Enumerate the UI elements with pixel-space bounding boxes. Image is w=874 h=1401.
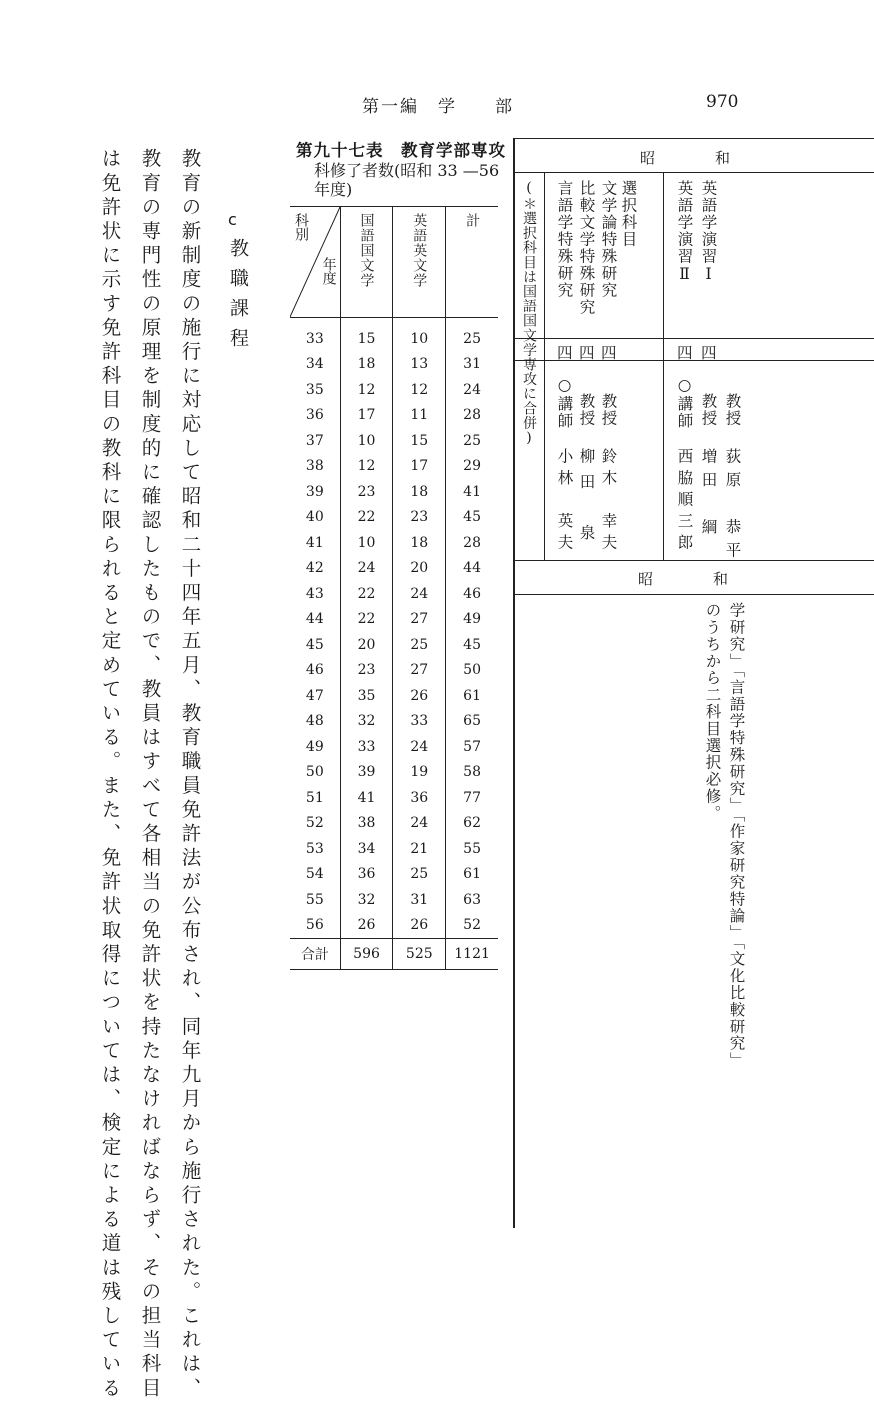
year-cell: 34: [305, 356, 324, 373]
name-7: 小林 英夫: [555, 448, 574, 556]
year-cell: 37: [305, 432, 324, 449]
japanese-count-cell: 39: [340, 760, 393, 786]
table-row: [290, 581, 498, 607]
total-cell: 65: [446, 709, 498, 735]
units-1: 四: [701, 344, 719, 362]
table-row: [290, 836, 498, 862]
table-row: [290, 403, 498, 429]
year-cell: 53: [305, 840, 324, 857]
japanese-count-cell: 41: [340, 785, 393, 811]
japanese-count-cell: 10: [340, 428, 393, 454]
units-6: 四: [579, 344, 597, 362]
english-count-cell: 11: [393, 403, 446, 429]
year-cell: 56: [305, 917, 324, 934]
table-title: 第九十七表 教育学部専攻: [296, 141, 506, 160]
total-cell: 41: [446, 479, 498, 505]
table-row: [290, 632, 498, 658]
total-cell: 58: [446, 760, 498, 786]
total-cell: 57: [446, 734, 498, 760]
name-1: 荻原 恭平: [723, 448, 742, 566]
year-cell: 45: [305, 636, 324, 653]
total-cell: 24: [446, 377, 498, 403]
section-letter: c: [228, 210, 237, 229]
body-text-column-1: 教育の新制度の施行に対応して昭和二十四年五月、教育職員免許法が公布され、同年九月から施行された。これは、: [178, 148, 202, 1401]
rank-7: ○講師: [555, 376, 574, 430]
english-count-cell: 24: [393, 581, 446, 607]
lower-text-column-1: 学研究」「言語学特殊研究」「作家研究特論」「文化比較研究」: [727, 602, 746, 1069]
total-cell: 49: [446, 607, 498, 633]
japanese-count-cell: 33: [340, 734, 393, 760]
running-header: 第一編 学 部: [362, 97, 514, 117]
corner-label-category: 科別: [293, 213, 309, 241]
box-group-divider: [663, 172, 664, 560]
table-row: [290, 709, 498, 735]
japanese-count-cell: 18: [340, 352, 393, 378]
table-title-line3: 年度): [314, 180, 353, 199]
japanese-count-cell: 36: [340, 862, 393, 888]
japanese-total-cell: 596: [340, 939, 393, 970]
total-cell: 55: [446, 836, 498, 862]
japanese-count-cell: 34: [340, 836, 393, 862]
japanese-count-cell: 23: [340, 479, 393, 505]
total-cell: 28: [446, 530, 498, 556]
table-title-line2: 科修了者数(昭和 33 —56: [314, 161, 500, 180]
english-count-cell: 21: [393, 836, 446, 862]
table-row: [290, 862, 498, 888]
table-row: [290, 454, 498, 480]
english-count-cell: 13: [393, 352, 446, 378]
rank-6: 教授: [577, 393, 596, 427]
lower-text-column-2: のうちから二科目選択必修。: [703, 602, 722, 822]
year-cell: 40: [305, 509, 324, 526]
year-cell: 52: [305, 815, 324, 832]
rank-1: 教授: [723, 393, 742, 427]
english-count-cell: 26: [393, 913, 446, 939]
total-cell: 45: [446, 505, 498, 531]
col-header-japanese: 国語国文学: [340, 207, 393, 318]
english-count-cell: 20: [393, 556, 446, 582]
japanese-count-cell: 12: [340, 377, 393, 403]
year-cell: 33: [305, 330, 324, 347]
japanese-count-cell: 22: [340, 607, 393, 633]
english-count-cell: 18: [393, 530, 446, 556]
year-cell: 50: [305, 764, 324, 781]
elective-note: (＊選択科目は国語国文学専攻に合併): [521, 180, 537, 447]
subject-english-seminar-2: 英語学演習Ⅱ: [675, 180, 694, 285]
box-note-divider: [544, 172, 545, 560]
box-header-lower: 昭 和: [638, 570, 729, 588]
japanese-count-cell: 24: [340, 556, 393, 582]
corner-header-cell: [290, 207, 340, 318]
total-cell: 50: [446, 658, 498, 684]
table-row: [290, 760, 498, 786]
year-cell: 47: [305, 687, 324, 704]
grand-total-cell: 1121: [446, 939, 498, 970]
year-cell: 36: [305, 407, 324, 424]
rank-5: 教授: [599, 393, 618, 427]
table-row: [290, 811, 498, 837]
japanese-count-cell: 20: [340, 632, 393, 658]
table-row: [290, 734, 498, 760]
year-cell: 46: [305, 662, 324, 679]
units-5: 四: [601, 344, 619, 362]
box-header-divider: [513, 172, 874, 173]
table-row: [290, 683, 498, 709]
table-row: [290, 607, 498, 633]
box-top-border: [513, 138, 874, 139]
rank-2: 教授: [699, 393, 718, 427]
table-row: [290, 556, 498, 582]
table-row: [290, 913, 498, 939]
col-header-total: 計: [446, 207, 498, 318]
year-cell: 43: [305, 585, 324, 602]
box-left-border: [513, 138, 515, 1228]
table-row: [290, 530, 498, 556]
table-row: [290, 479, 498, 505]
name-3: 西脇順三郎: [675, 448, 694, 556]
table-total-row: [290, 939, 498, 970]
box-subject-divider: [513, 338, 874, 339]
english-count-cell: 24: [393, 734, 446, 760]
rank-3: ○講師: [675, 376, 694, 430]
english-count-cell: 25: [393, 632, 446, 658]
english-count-cell: 31: [393, 887, 446, 913]
english-count-cell: 15: [393, 428, 446, 454]
japanese-count-cell: 10: [340, 530, 393, 556]
english-count-cell: 23: [393, 505, 446, 531]
subject-electives-label: 選択科目: [619, 180, 638, 248]
english-count-cell: 19: [393, 760, 446, 786]
total-cell: 46: [446, 581, 498, 607]
box-lower-header-divider: [513, 594, 874, 595]
table-row: [290, 318, 498, 352]
total-cell: 61: [446, 683, 498, 709]
subject-english-seminar-1: 英語学演習Ⅰ: [699, 180, 718, 285]
english-count-cell: 27: [393, 658, 446, 684]
year-cell: 39: [305, 483, 324, 500]
english-count-cell: 25: [393, 862, 446, 888]
name-6: 柳田 泉: [577, 448, 596, 550]
units-2: 四: [677, 344, 695, 362]
english-total-cell: 525: [393, 939, 446, 970]
table-row: [290, 377, 498, 403]
year-cell: 44: [305, 611, 324, 628]
year-cell: 51: [305, 789, 324, 806]
year-cell: 49: [305, 738, 324, 755]
english-count-cell: 18: [393, 479, 446, 505]
english-count-cell: 17: [393, 454, 446, 480]
year-cell: 55: [305, 891, 324, 908]
english-count-cell: 24: [393, 811, 446, 837]
english-count-cell: 10: [393, 318, 446, 352]
subject-literary-theory: 文学論特殊研究: [599, 180, 618, 299]
english-count-cell: 26: [393, 683, 446, 709]
subject-comparative-literature: 比較文学特殊研究: [577, 180, 596, 316]
total-cell: 52: [446, 913, 498, 939]
corner-label-year: 年度: [320, 257, 337, 285]
table-row: [290, 352, 498, 378]
units-7: 四: [557, 344, 575, 362]
total-cell: 25: [446, 428, 498, 454]
table-row: [290, 887, 498, 913]
page-number: 970: [706, 92, 739, 112]
year-cell: 38: [305, 458, 324, 475]
japanese-count-cell: 32: [340, 887, 393, 913]
english-count-cell: 12: [393, 377, 446, 403]
year-cell: 48: [305, 713, 324, 730]
col-header-english: 英語英文学: [393, 207, 446, 318]
japanese-count-cell: 35: [340, 683, 393, 709]
graduates-table: [290, 206, 498, 970]
year-cell: 35: [305, 381, 324, 398]
name-2: 増田 綱: [699, 448, 718, 542]
year-cell: 54: [305, 866, 324, 883]
year-cell: 41: [305, 534, 324, 551]
japanese-count-cell: 23: [340, 658, 393, 684]
japanese-count-cell: 26: [340, 913, 393, 939]
total-cell: 29: [446, 454, 498, 480]
total-cell: 31: [446, 352, 498, 378]
total-cell: 25: [446, 318, 498, 352]
name-5: 鈴木 幸夫: [599, 448, 618, 556]
japanese-count-cell: 15: [340, 318, 393, 352]
table-row: [290, 428, 498, 454]
japanese-count-cell: 32: [340, 709, 393, 735]
japanese-count-cell: 38: [340, 811, 393, 837]
total-cell: 77: [446, 785, 498, 811]
total-cell: 61: [446, 862, 498, 888]
english-count-cell: 33: [393, 709, 446, 735]
body-text-column-2: 教育の専門性の原理を制度的に確認したもので、教員はすべて各相当の免許状を持たなければならず、その担当科目: [138, 148, 162, 1401]
box-header-upper: 昭 和: [640, 149, 731, 167]
box-lower-top-border: [513, 560, 874, 561]
total-cell: 63: [446, 887, 498, 913]
total-cell: 44: [446, 556, 498, 582]
subject-linguistics: 言語学特殊研究: [555, 180, 574, 299]
table-row: [290, 785, 498, 811]
table-header-row: [290, 207, 498, 318]
japanese-count-cell: 22: [340, 581, 393, 607]
body-text-column-3: は免許状に示す免許科目の教科に限られると定めている。また、免許状取得については、検定による道は残している: [98, 148, 122, 1401]
total-cell: 28: [446, 403, 498, 429]
table-row: [290, 505, 498, 531]
table-row: [290, 658, 498, 684]
section-title: 教職課程: [227, 238, 249, 358]
japanese-count-cell: 12: [340, 454, 393, 480]
total-cell: 62: [446, 811, 498, 837]
english-count-cell: 27: [393, 607, 446, 633]
japanese-count-cell: 17: [340, 403, 393, 429]
english-count-cell: 36: [393, 785, 446, 811]
year-cell: 42: [305, 560, 324, 577]
japanese-count-cell: 22: [340, 505, 393, 531]
total-label-cell: 合計: [290, 939, 340, 970]
total-cell: 45: [446, 632, 498, 658]
